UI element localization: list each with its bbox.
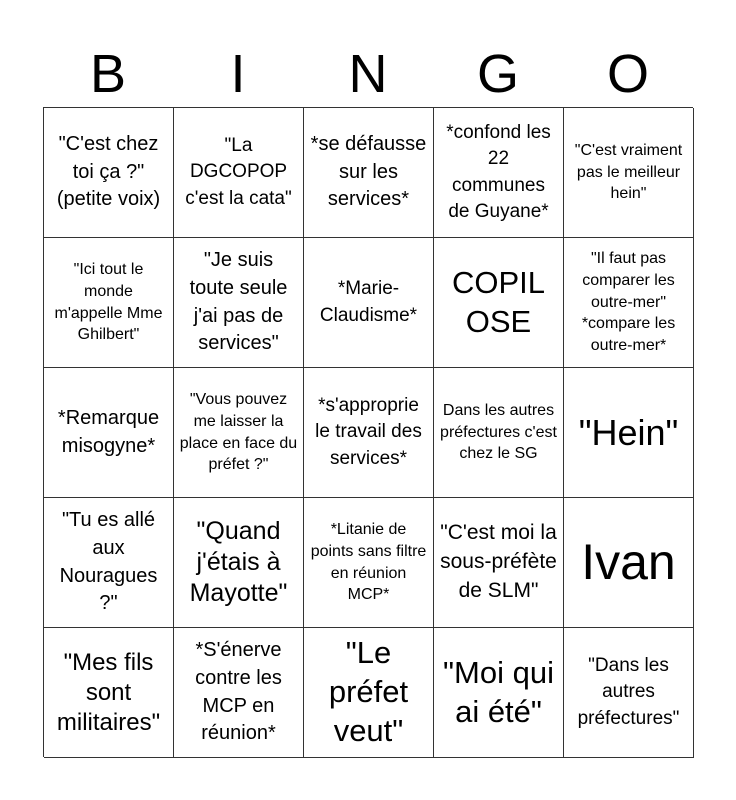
bingo-cell[interactable] (564, 628, 694, 758)
header-letter-o: O (606, 44, 649, 104)
cell-text: *s'approprie le travail des services* (315, 395, 422, 469)
cell-text: "Quand j'étais à Mayotte" (189, 516, 288, 608)
bingo-cell[interactable] (564, 368, 694, 498)
cell-text: "Je suis toute seule j'ai pas de services" (189, 249, 288, 355)
bingo-cell[interactable] (564, 108, 694, 238)
bingo-cell[interactable] (44, 368, 174, 498)
bingo-cell[interactable] (434, 368, 564, 498)
cell-text: "Il faut pas comparer les outre-mer" *compare les outre-mer* (581, 250, 676, 355)
bingo-cell[interactable] (304, 108, 434, 238)
cell-text: "Vous pouvez me laisser la place en face du préfet ?" (179, 391, 298, 474)
cell-text: "La DGCOPOP c'est la cata" (185, 135, 292, 209)
bingo-cell[interactable] (434, 108, 564, 238)
bingo-header (43, 40, 693, 108)
bingo-cell[interactable] (174, 368, 304, 498)
cell-text: "Ici tout le monde m'appelle Mme Ghilbert" (54, 261, 163, 344)
bingo-cell[interactable] (174, 628, 304, 758)
bingo-cell[interactable] (44, 498, 174, 628)
cell-text: *Marie-Claudisme* (319, 278, 418, 326)
bingo-cell[interactable] (304, 498, 434, 628)
cell-text: "C'est vraiment pas le meilleur hein" (574, 141, 683, 203)
bingo-cell[interactable] (174, 498, 304, 628)
cell-text: *se défausse sur les services* (310, 133, 427, 211)
header-letter-n: N (348, 44, 388, 104)
bingo-cell[interactable] (304, 238, 434, 368)
bingo-cell[interactable] (434, 238, 564, 368)
cell-text: "Tu es allé aux Nouragues ?" (59, 509, 158, 615)
bingo-cell[interactable] (44, 108, 174, 238)
bingo-cell[interactable] (44, 238, 174, 368)
bingo-cell[interactable] (174, 238, 304, 368)
cell-text: "Moi qui ai été" (443, 654, 554, 729)
cell-text: *confond les 22 communes de Guyane* (446, 122, 551, 222)
bingo-cell[interactable] (304, 628, 434, 758)
cell-text: Ivan (581, 534, 676, 590)
cell-text: *Remarque misogyne* (57, 406, 160, 457)
bingo-cell[interactable] (564, 238, 694, 368)
bingo-cell[interactable] (434, 628, 564, 758)
header-letter-i: I (230, 44, 246, 104)
cell-text: "C'est chez toi ça ?" (petite voix) (56, 133, 161, 211)
cell-text: "Dans les autres préfectures" (577, 655, 680, 729)
bingo-cell[interactable] (304, 368, 434, 498)
bingo-grid (43, 107, 693, 757)
bingo-cell[interactable] (44, 628, 174, 758)
cell-text: COPIL OSE (451, 264, 546, 339)
cell-text: *Litanie de points sans filtre en réunion MCP* (310, 521, 427, 604)
header-letter-b: B (89, 44, 127, 104)
cell-text: "C'est moi la sous-préfète de SLM" (440, 521, 557, 602)
cell-text: "Mes fils sont militaires" (56, 648, 161, 736)
bingo-cell[interactable] (434, 498, 564, 628)
bingo-cell[interactable] (174, 108, 304, 238)
cell-text: "Le préfet veut" (328, 635, 409, 748)
cell-text: "Hein" (578, 412, 679, 453)
header-letter-g: G (476, 44, 519, 104)
cell-text: *S'énerve contre les MCP en réunion* (195, 639, 282, 745)
cell-text: Dans les autres préfectures c'est chez le SG (440, 401, 557, 463)
bingo-cell[interactable] (564, 498, 694, 628)
